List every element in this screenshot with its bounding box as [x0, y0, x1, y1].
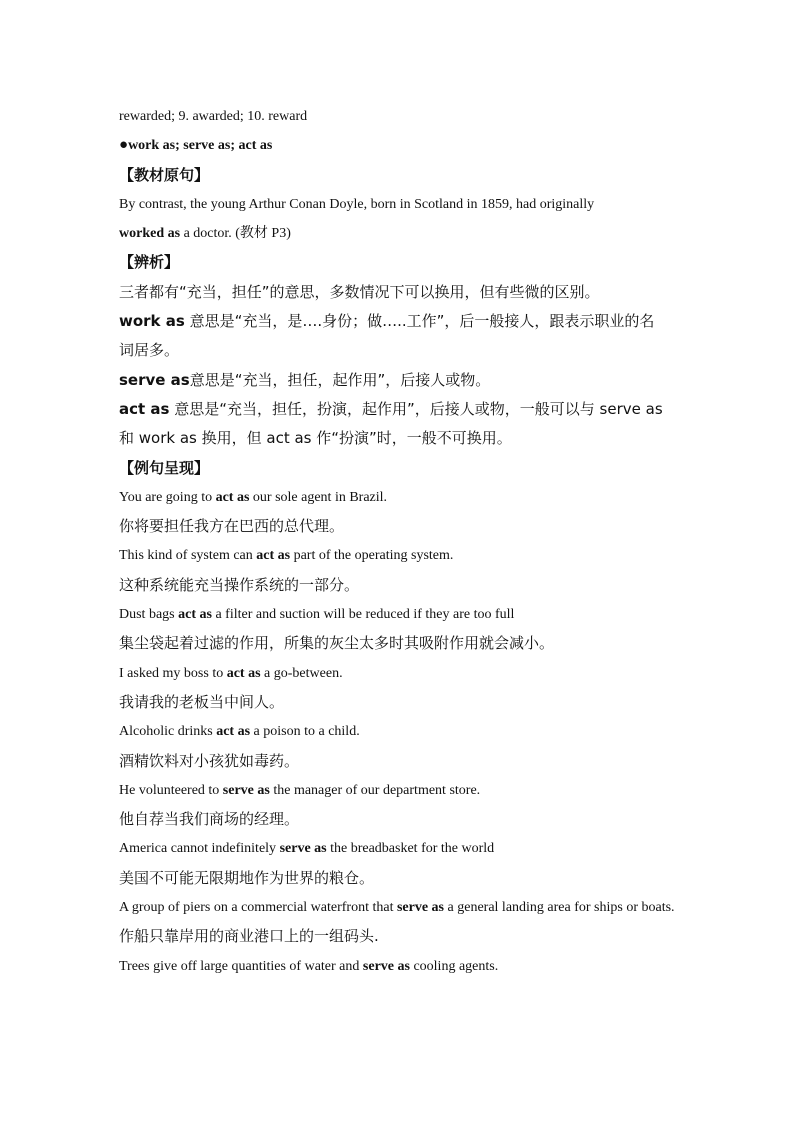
key-phrase: act as	[215, 489, 250, 505]
explanation-text: 三者都有“充当，担任”的意思，多数情况下可以换用，但有些微的区别。	[119, 282, 600, 301]
example-chinese	[119, 805, 679, 834]
sentence-text: By contrast, the young Arthur Conan Doyle, born in Scotland in 1859, had originally	[119, 196, 595, 212]
section-heading	[119, 248, 679, 277]
text-line	[119, 395, 679, 424]
example-chinese	[119, 864, 679, 893]
key-phrase: serve as	[362, 958, 410, 974]
translation-text: 这种系统能充当操作系统的一部分。	[119, 575, 360, 594]
sentence-text: Dust bags	[119, 607, 179, 623]
example-chinese	[119, 922, 679, 951]
section-title: 【例句呈现】	[119, 458, 210, 477]
example-english	[119, 776, 679, 805]
explanation-text: 意思是“充当，担任，扮演，起作用”，后接人或物，一般可以与 serve as	[169, 399, 663, 418]
example-english	[119, 834, 679, 863]
sentence-text: America cannot indefinitely	[119, 841, 280, 857]
example-chinese	[119, 688, 679, 717]
example-english	[119, 659, 679, 688]
sentence-text: a go-between.	[260, 665, 343, 681]
sentence-text: He volunteered to	[119, 782, 223, 798]
section-title: 【辨析】	[119, 253, 180, 272]
key-phrase: act as	[216, 724, 251, 740]
key-phrase: serve as	[396, 900, 445, 916]
bullet-icon: ●	[119, 137, 129, 154]
text-line	[119, 219, 679, 248]
section-heading	[119, 454, 679, 483]
text-line	[119, 336, 679, 365]
explanation-text: 词居多。	[119, 341, 180, 360]
key-phrase: act as	[226, 665, 261, 681]
text-line	[119, 424, 679, 453]
phrase-title: work as; serve as; act as	[128, 138, 273, 154]
sentence-text: the breadbasket for the world	[326, 841, 495, 857]
translation-text: 他自荐当我们商场的经理。	[119, 810, 300, 829]
explanation-text: 意思是“充当，担任，起作用”，后接人或物。	[189, 370, 491, 389]
section-title: 【教材原句】	[119, 165, 210, 184]
text-line	[119, 190, 679, 219]
key-phrase: act as	[178, 607, 212, 623]
answer-text: rewarded; 9. awarded; 10. reward	[119, 109, 308, 124]
sentence-text: a doctor. (教材 P3)	[180, 226, 291, 242]
translation-text: 作船只靠岸用的商业港口上的一组码头.	[119, 927, 379, 946]
example-english	[119, 600, 679, 629]
example-chinese	[119, 571, 679, 600]
text-line	[119, 278, 679, 307]
example-english	[119, 952, 679, 981]
sentence-text: Alcoholic drinks	[119, 724, 217, 740]
document-body	[119, 102, 679, 981]
key-phrase: act as	[119, 399, 170, 418]
text-line	[119, 366, 679, 395]
translation-text: 你将要担任我方在巴西的总代理。	[119, 517, 345, 536]
sentence-text: You are going to	[119, 489, 216, 505]
key-phrase: work as	[119, 312, 185, 331]
sentence-text: a filter and suction will be reduced if they are too full	[211, 607, 515, 623]
example-english	[119, 483, 679, 512]
sentence-text: cooling agents.	[409, 958, 499, 974]
explanation-text: 意思是“充当，是….身份；做…..工作”，后一般接人，跟表示职业的名	[184, 312, 655, 331]
text-line	[119, 307, 679, 336]
key-phrase: serve as	[222, 782, 270, 798]
example-english	[119, 893, 679, 922]
key-phrase: serve as	[119, 370, 190, 389]
translation-text: 酒精饮料对小孩犹如毒药。	[119, 751, 300, 770]
sentence-text: a general landing area for ships or boats.	[444, 900, 675, 916]
explanation-text: 和 work as 换用，但 act as 作“扮演”时，一般不可换用。	[119, 429, 512, 448]
example-chinese	[119, 512, 679, 541]
sentence-text: our sole agent in Brazil.	[249, 489, 388, 505]
example-english	[119, 541, 679, 570]
sentence-text: part of the operating system.	[290, 548, 454, 564]
example-chinese	[119, 629, 679, 658]
sentence-text: Trees give off large quantities of water and	[119, 958, 363, 974]
key-phrase: worked as	[119, 226, 181, 242]
key-phrase: serve as	[279, 841, 327, 857]
sentence-text: a poison to a child.	[250, 724, 360, 740]
translation-text: 集尘袋起着过滤的作用，所集的灰尘太多时其吸附作用就会减小。	[119, 634, 555, 653]
example-chinese	[119, 747, 679, 776]
key-phrase: act as	[256, 548, 291, 564]
sentence-text: This kind of system can	[119, 548, 257, 564]
section-heading	[119, 161, 679, 190]
sentence-text: A group of piers on a commercial waterfront that	[119, 900, 397, 916]
sentence-text: the manager of our department store.	[269, 782, 481, 798]
phrase-heading	[119, 131, 679, 160]
translation-text: 美国不可能无限期地作为世界的粮仓。	[119, 868, 375, 887]
sentence-text: I asked my boss to	[119, 665, 227, 681]
text-line	[119, 102, 679, 131]
translation-text: 我请我的老板当中间人。	[119, 692, 285, 711]
example-english	[119, 717, 679, 746]
